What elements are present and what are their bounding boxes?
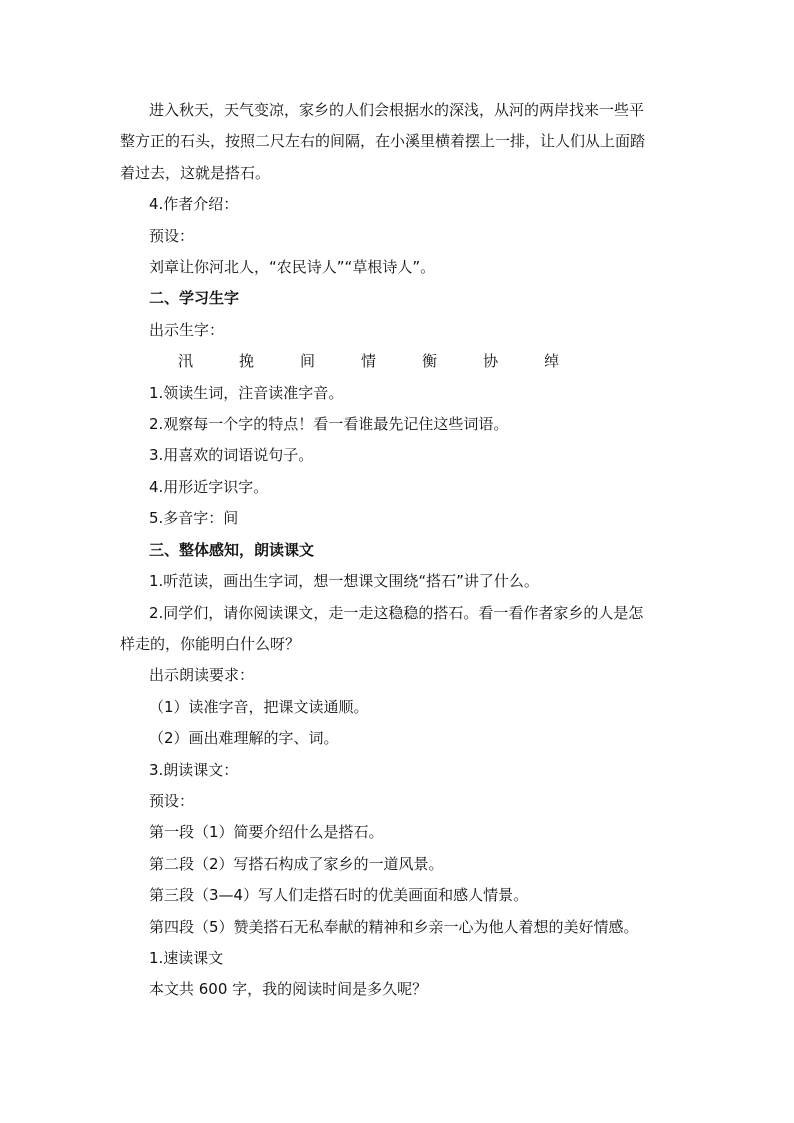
new-character: 情 bbox=[361, 352, 377, 371]
list-item: 2.同学们，请你阅读课文，走一走这稳稳的搭石。看一看作者家乡的人是怎 bbox=[149, 603, 644, 622]
section-heading: 三、整体感知，朗读课文 bbox=[149, 540, 315, 559]
list-item: （1）读准字音，把课文读通顺。 bbox=[149, 697, 369, 716]
new-character: 衡 bbox=[422, 352, 438, 371]
list-item: 1.听范读，画出生字词，想一想课文围绕“搭石”讲了什么。 bbox=[149, 572, 539, 591]
list-item: 第一段（1）简要介绍什么是搭石。 bbox=[149, 823, 384, 842]
new-character: 间 bbox=[300, 352, 316, 371]
new-character: 绰 bbox=[544, 352, 560, 371]
new-character: 挽 bbox=[239, 352, 255, 371]
list-item: 4.用形近字识字。 bbox=[149, 477, 269, 496]
section-heading: 二、学习生字 bbox=[149, 289, 240, 308]
list-item: 1.领读生词，注音读准字音。 bbox=[149, 383, 344, 402]
section-item: 4.作者介绍： bbox=[149, 195, 239, 214]
paragraph-line: 着过去，这就是搭石。 bbox=[120, 163, 271, 182]
paragraph-line: 进入秋天，天气变凉，家乡的人们会根据水的深浅，从河的两岸找来一些平 bbox=[149, 101, 645, 119]
list-item: 1.速读课文 bbox=[149, 948, 224, 967]
list-item: 第四段（5）赞美搭石无私奉献的精神和乡亲一心为他人着想的美好情感。 bbox=[149, 917, 639, 936]
paragraph-line: 样走的，你能明白什么呀？ bbox=[120, 634, 301, 653]
paragraph-line: 预设： bbox=[149, 791, 195, 810]
list-item: （2）画出难理解的字、词。 bbox=[149, 729, 339, 748]
paragraph-line: 刘章让你河北人，“农民诗人”“草根诗人”。 bbox=[149, 258, 436, 277]
paragraph-line: 整方正的石头，按照二尺左右的间隔，在小溪里横着摆上一排，让人们从上面踏 bbox=[120, 132, 646, 151]
list-item: 3.朗读课文： bbox=[149, 760, 239, 779]
list-item: 3.用喜欢的词语说句子。 bbox=[149, 446, 314, 465]
paragraph-line: 预设： bbox=[149, 226, 195, 245]
new-character: 汛 bbox=[178, 352, 194, 371]
list-item: 第三段（3—4）写人们走搭石时的优美画面和感人情景。 bbox=[149, 886, 529, 905]
paragraph-line: 出示生字： bbox=[149, 320, 225, 339]
paragraph-line: 本文共 600 字，我的阅读时间是多久呢？ bbox=[149, 980, 428, 999]
paragraph-line: 出示朗读要求： bbox=[149, 666, 255, 685]
document-body bbox=[120, 95, 680, 1006]
new-character: 协 bbox=[483, 352, 499, 371]
new-characters-row bbox=[120, 346, 680, 377]
list-item: 5.多音字：间 bbox=[149, 509, 239, 528]
list-item: 2.观察每一个字的特点！看一看谁最先记住这些词语。 bbox=[149, 415, 509, 434]
list-item: 第二段（2）写搭石构成了家乡的一道风景。 bbox=[149, 854, 444, 873]
